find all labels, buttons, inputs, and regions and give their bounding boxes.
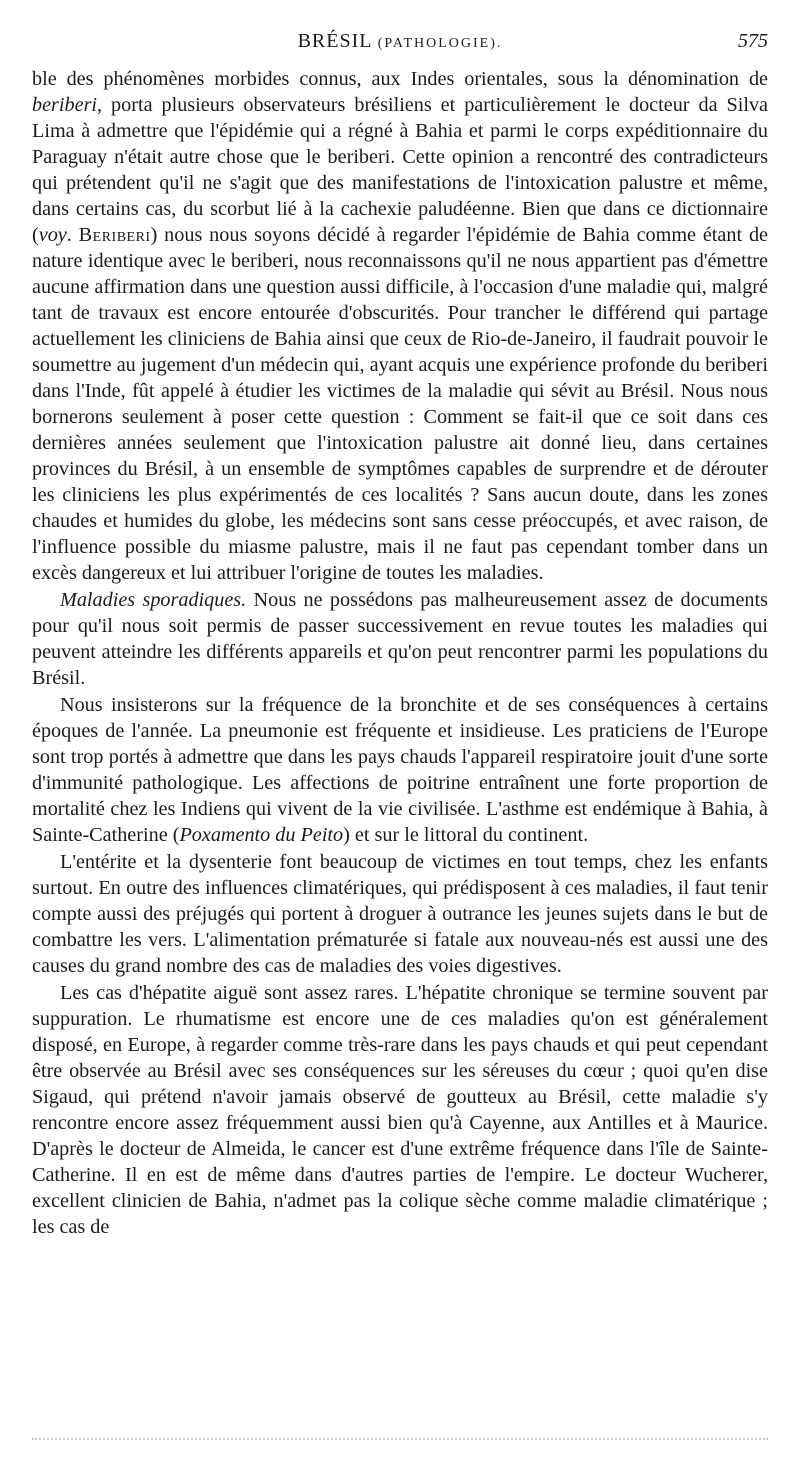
running-title-subtitle: (PATHOLOGIE). — [377, 36, 503, 51]
running-title-main: BRÉSIL — [297, 30, 372, 52]
text-span: ble des phénomènes morbides connus, aux Indes orientales, sous la dénomination de — [32, 68, 768, 90]
text-span: Nous insisterons sur la fréquence de la bronchite et de ses conséquences à certains époques de l'année. La pneumonie est fréquente et insidieuse. Les praticiens de l'Europe sont trop portés à admettre que dans les pays chauds l'appareil respiratoire jouit d'une sorte d'immunité pathologique. Les affections de poitrine entraînent une forte proportion de mortalité chez les Indiens qui vivent de la vie civilisée. L'asthme est endémique à Bahia, à Sainte-Catherine ( — [32, 694, 768, 846]
paragraph-enterite — [32, 849, 768, 979]
text-span: ) nous nous soyons décidé à regarder l'épidémie de Bahia comme étant de nature identique avec le beriberi, nous reconnaissons qu'il ne nous appartient pas d'émettre aucune affirmation dans une question aussi difficile, à l'occasion d'une maladie qui, malgré tant de travaux est encore entourée d'obscurités. Pour trancher le différend qui partage actuellement les cliniciens de Bahia ainsi que ceux de Rio-de-Janeiro, il faudrait pouvoir le soumettre au jugement d'un médecin qui, ayant acquis une expérience profonde du beriberi dans l'Inde, fût appelé à étudier les victimes de la maladie qui sévit au Brésil. Nous nous bornerons seulement à poser cette question : Comment se fait-il que ce soit dans ces dernières années seulement que l'intoxication palustre ait donné lieu, dans certaines provinces du Brésil, à un ensemble de symptômes capables de surprendre et de dérouter les cliniciens les plus expérimentés de ces localités ? Sans aucun doute, dans les zones chaudes et humides du globe, les médecins sont sans cesse préoccupés, et avec raison, de l'influence possible du miasme palustre, mais il ne faut pas cependant tomber dans un excès dangereux et lui attribuer l'origine de toutes les maladies. — [32, 224, 769, 584]
text-span: , porta plusieurs observateurs brésiliens et particulièrement le docteur da Silva Lima à admettre que l'épidémie qui a régné à Bahia et parmi le corps expéditionnaire du Paraguay n'était autre chose que le beriberi. Cette opinion a rencontré des contradicteurs qui prétendent qu'il ne s'agit que des manifestations de l'intoxication palustre et même, dans certains cas, du scorbut lié à la cachexie paludéenne. Bien que dans ce dictionnaire ( — [32, 94, 768, 246]
text-span: . — [66, 224, 79, 246]
page-number: 575 — [738, 30, 768, 52]
body-text — [32, 66, 768, 1240]
footer-rule — [32, 1438, 768, 1440]
text-span: Les cas d'hépatite aiguë sont assez rares. L'hépatite chronique se termine souvent par suppuration. Le rhumatisme est encore une de ces maladies qu'on est généralement disposé, en Europe, à regarder comme très-rare dans les pays chauds et qui peut cependant être observée au Brésil avec ses conséquences sur les séreuses du cœur ; quoi qu'en dise Sigaud, qui prétend n'avoir jamais observé de goutteux au Brésil, cette maladie s'y rencontre encore assez fréquemment aussi bien qu'à Cayenne, aux Antilles et à Maurice. D'après le docteur de Almeida, le cancer est d'une extrême fréquence dans l'île de Sainte-Catherine. Il en est de même dans d'autres parties de l'empire. Le docteur Wucherer, excellent clinicien de Bahia, n'admet pas la colique sèche comme maladie climatérique ; les cas de — [32, 982, 768, 1238]
italic-voy: voy — [38, 224, 67, 246]
text-span: L'entérite et la dysenterie font beaucoup de victimes en tout temps, chez les enfants surtout. En outre des influences climatériques, qui prédisposent à ces maladies, il faut tenir compte aussi des préjugés qui portent à droguer à outrance les jeunes sujets dans le but de combattre les vers. L'alimentation prématurée si fatale aux nouveau-nés est aussi une des causes du grand nombre des cas de maladies des voies digestives. — [32, 851, 768, 977]
running-title — [32, 30, 768, 53]
text-span: Nous ne possédons pas malheureusement assez de documents pour qu'il nous soit permis de passer successivement en revue toutes les maladies qui peuvent atteindre les différents appareils et qu'on peut rencontrer parmi les populations du Brésil. — [32, 589, 768, 689]
cross-reference-beriberi: Beriberi — [78, 224, 151, 246]
paragraph-maladies-sporadiques — [32, 587, 768, 691]
text-span: ) et sur le littoral du continent. — [343, 824, 589, 846]
running-head — [32, 30, 768, 58]
paragraph-bronchite — [32, 692, 768, 848]
paragraph-beriberi — [32, 66, 768, 586]
section-heading-maladies-sporadiques: Maladies sporadiques. — [60, 589, 247, 611]
italic-term-poxamento: Poxamento du Peito — [179, 824, 344, 846]
paragraph-hepatite — [32, 980, 768, 1240]
italic-term-beriberi: beriberi — [32, 94, 98, 116]
